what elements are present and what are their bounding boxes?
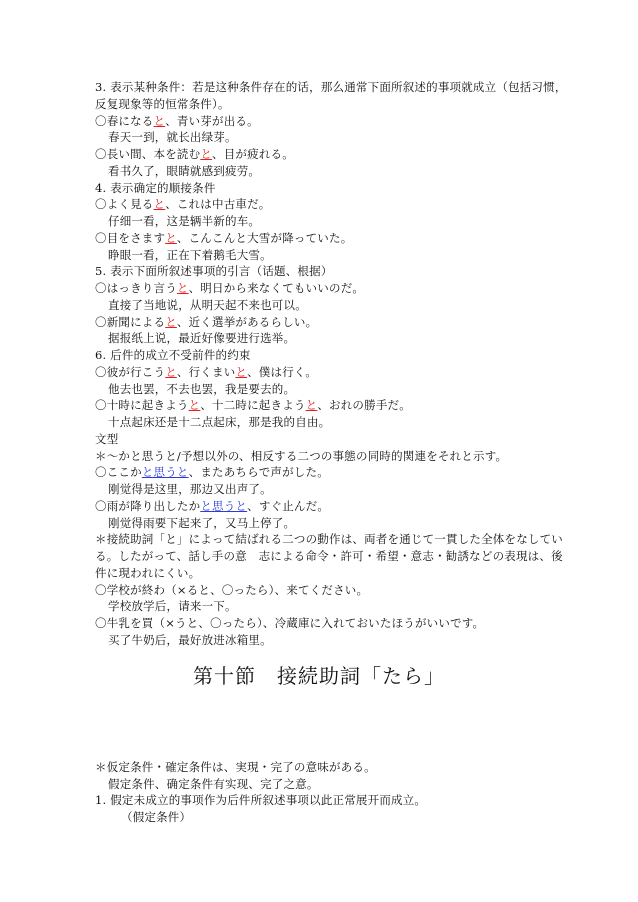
line-text: 、またあちらで声がした。	[188, 465, 329, 480]
line-text: 、目が疲れる。	[212, 147, 294, 161]
line-text: 、これは中古車だ。	[165, 197, 271, 212]
text-line	[95, 197, 555, 211]
text-line	[95, 760, 555, 774]
section-title: 第十節 接続助詞「たら」	[193, 664, 445, 688]
line-text: 3. 表示某种条件：若是这种条件存在的话，那么通常下面所叙述的事项就成立（包括习惯，	[95, 80, 567, 94]
text-line	[95, 532, 563, 547]
highlighted-particle: と思うと	[141, 465, 189, 480]
highlighted-particle: と	[176, 281, 189, 295]
line-text: 、こんこんと大雪が降っていた。	[176, 230, 353, 245]
line-text: ＊仮定条件・確定条件は、実現・完了の意味がある。	[95, 760, 376, 774]
text-line	[108, 599, 568, 613]
line-text: 假定条件、确定条件有实现、完了之意。	[108, 776, 319, 791]
text-line	[95, 231, 555, 245]
text-line	[95, 465, 555, 479]
line-text: 〇十時に起きよう	[95, 398, 189, 413]
text-line	[95, 499, 555, 513]
highlighted-particle: と	[153, 113, 166, 128]
text-line	[95, 398, 555, 412]
line-text: 、青い芽が出る。	[165, 113, 259, 128]
line-text: 〇雨が降り出したか	[95, 498, 201, 513]
line-text: 学校放学后，请来一下。	[108, 599, 237, 614]
text-line	[95, 583, 555, 597]
text-line	[95, 348, 555, 362]
line-text: 5. 表示下面所叙述事项的引言（话题、根据）	[95, 264, 333, 279]
text-line	[108, 164, 568, 178]
line-text: 春天一到，就长出绿芽。	[108, 130, 237, 145]
text-line	[108, 415, 568, 429]
highlighted-particle: と	[165, 314, 177, 329]
line-text: 反复现象等的恒常条件）。	[95, 96, 230, 111]
highlighted-particle: と	[188, 398, 201, 413]
highlighted-particle: と	[153, 197, 166, 212]
text-line	[95, 566, 555, 580]
line-text: 〇長い間、本を読む	[95, 147, 201, 161]
line-text: 直接了当地说，从明天起不来也可以。	[108, 297, 307, 312]
line-text: 〇彼が行こう	[95, 364, 166, 379]
line-text: る。したがって、話し手の意 志による命令・許可・希望・意志・勧誘などの表現は、後	[95, 549, 563, 563]
line-text: 1. 假定未成立的事项作为后件所叙述事项以此正常展开而成立。	[95, 793, 427, 807]
text-line	[108, 248, 568, 262]
line-text: 、行くまい	[176, 364, 236, 379]
text-line	[95, 281, 555, 295]
text-line	[95, 80, 567, 94]
line-text: 6. 后件的成立不受前件的约束	[95, 348, 251, 362]
highlighted-particle: と	[235, 364, 248, 379]
text-line	[95, 97, 555, 111]
line-text: 据报纸上说，最近好像要进行选举。	[108, 331, 296, 346]
line-text: 、すぐ止んだ。	[247, 498, 330, 513]
line-text: 买了牛奶后，最好放进冰箱里。	[108, 632, 272, 647]
line-text: 〇よく見る	[95, 197, 154, 212]
text-line	[95, 449, 555, 463]
text-line	[121, 810, 581, 824]
line-text: 、近く選挙があるらしい。	[176, 314, 318, 329]
line-text: 刚觉得是这里，那边又出声了。	[108, 482, 272, 496]
line-text: 他去也罢，不去也罢，我是要去的。	[108, 381, 296, 396]
line-text: 件に現われにくい。	[95, 565, 201, 580]
text-line	[108, 331, 568, 345]
text-line	[108, 777, 568, 791]
line-text: 、十二時に起きよう	[200, 398, 306, 413]
text-line	[108, 633, 568, 647]
line-text: 、明日から来なくてもいいのだ。	[188, 281, 365, 295]
line-text: ＊接続助詞「と」によって結ばれる二つの動作は、両者を通じて一貫した全体をなしてい	[95, 532, 563, 547]
text-line	[108, 298, 568, 312]
line-text: 刚觉得雨要下起来了，又马上停了。	[108, 515, 296, 530]
highlighted-particle: と	[305, 398, 318, 413]
line-text: ＊～かと思うと/予想以外の、相反する二つの事態の同時的関連をそれと示す。	[95, 448, 508, 463]
text-line	[108, 382, 568, 396]
line-text: 看书久了，眼睛就感到疲劳。	[108, 163, 261, 178]
text-line	[108, 516, 568, 530]
text-line	[108, 130, 568, 144]
line-text: 、僕は行く。	[247, 364, 318, 379]
line-text: （假定条件）	[121, 809, 192, 824]
highlighted-particle: と	[200, 147, 213, 161]
line-text: 仔细一看，这是辆半新的车。	[108, 214, 261, 228]
text-line	[95, 616, 555, 630]
line-text: 〇はっきり言う	[95, 281, 177, 295]
text-line	[95, 147, 555, 161]
line-text: 〇新聞による	[95, 314, 166, 329]
text-line	[95, 264, 555, 278]
line-text: 、おれの勝手だ。	[317, 398, 411, 413]
line-text: 文型	[95, 431, 119, 446]
line-text: 〇春になる	[95, 113, 154, 128]
line-text: 睁眼一看，正在下着鹅毛大雪。	[108, 247, 272, 262]
line-text: 〇牛乳を買（×うと、〇ったら）、冷蔵庫に入れておいたほうがいいです。	[95, 616, 485, 630]
text-line	[95, 432, 555, 446]
line-text: 十点起床还是十二点起床，那是我的自由。	[108, 415, 331, 429]
highlighted-particle: と	[165, 364, 177, 379]
text-line	[95, 793, 555, 807]
line-text: 4. 表示确定的顺接条件	[95, 180, 216, 195]
line-text: 〇学校が終わ（×ると、〇ったら）、来てください。	[95, 582, 369, 597]
text-line	[95, 549, 563, 563]
text-line	[95, 181, 555, 195]
text-line	[108, 214, 568, 228]
text-line	[95, 315, 555, 329]
text-line	[108, 482, 568, 496]
line-text: 〇ここか	[95, 465, 142, 480]
text-line	[95, 365, 555, 379]
highlighted-particle: と思うと	[200, 498, 248, 513]
text-line	[95, 114, 555, 128]
line-text: 〇目をさます	[95, 230, 166, 245]
highlighted-particle: と	[165, 230, 177, 245]
